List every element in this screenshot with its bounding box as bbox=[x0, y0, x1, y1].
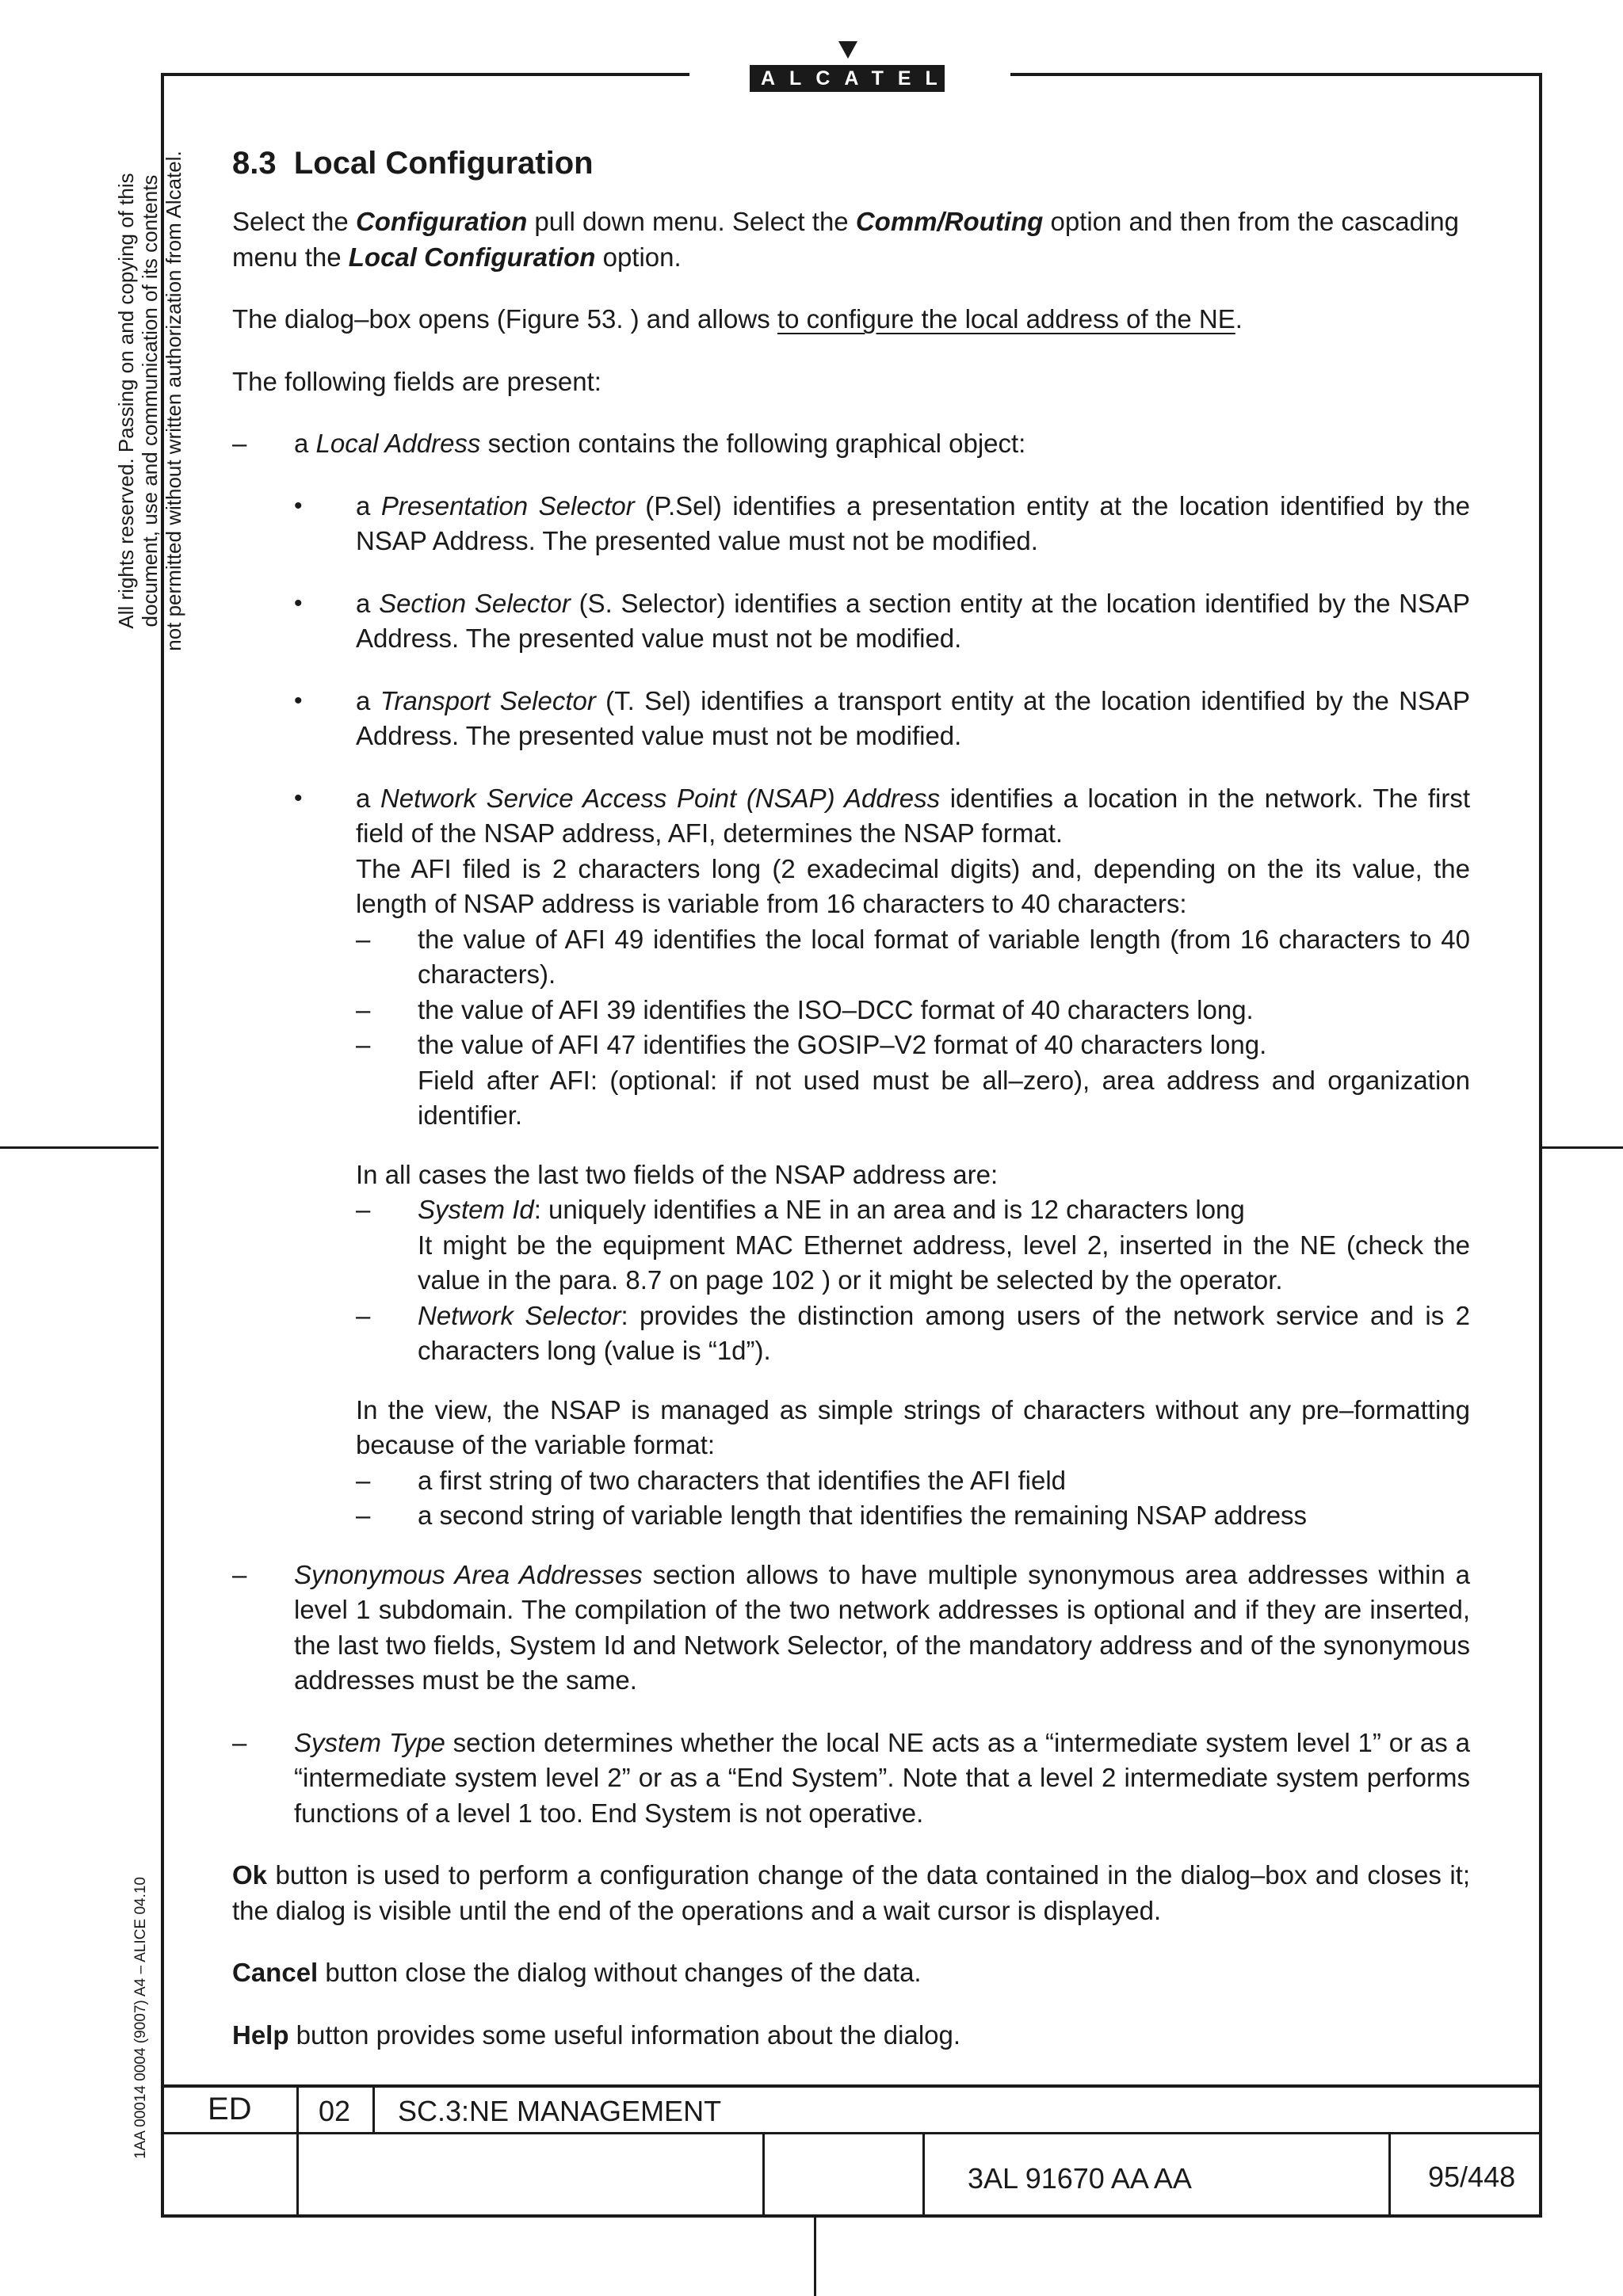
footer-divider bbox=[372, 2084, 375, 2134]
crop-mark-right bbox=[1542, 1146, 1623, 1149]
document-body bbox=[232, 143, 1470, 2080]
synonymous-area-item: – Synonymous Area Addresses section allows to have multiple synonymous area addresses within a level 1 subdomain. The compilation of the two network addresses is optional and if they are inserted, the last two fields, System Id and Network Selector, of the mandatory address and of the synonymous addresses must be the same. bbox=[232, 1559, 1471, 1695]
view-item: – a second string of variable length that identifies the remaining NSAP address bbox=[356, 1501, 1308, 1530]
afi-item: – the value of AFI 49 identifies the local format of variable length (from 16 characters to 40 characters). bbox=[356, 924, 1470, 989]
footer-divider bbox=[1388, 2132, 1391, 2218]
footer-divider bbox=[922, 2132, 925, 2218]
alcatel-logo: ALCATEL bbox=[750, 65, 945, 92]
crop-mark-bottom bbox=[814, 2218, 816, 2296]
cancel-button-description: Cancel button close the dialog without changes of the data. bbox=[232, 1958, 922, 1987]
bullet-section-selector: • a Section Selector (S. Selector) identifies a section entity at the location identified by the NSAP Address. The presented value must not be modified. bbox=[294, 588, 1470, 653]
bullet-nsap-address: • a Network Service Access Point (NSAP) Address identifies a location in the network. The first field of the NSAP address, AFI, determines the NSAP format. bbox=[294, 783, 1470, 848]
afi-note: Field after AFI: (optional: if not used must be all–zero), area address and organization identifier. bbox=[418, 1065, 1470, 1130]
crop-mark-left bbox=[0, 1146, 158, 1149]
system-id-item: – System Id: uniquely identifies a NE in an area and is 12 characters long bbox=[356, 1195, 1245, 1224]
edition-label: ED bbox=[208, 2092, 252, 2126]
paragraph-dialog: The dialog–box opens (Figure 53. ) and allows to configure the local address of the NE. bbox=[232, 304, 1243, 334]
document-code: 3AL 91670 AA AA bbox=[968, 2162, 1192, 2195]
ok-button-description: Ok button is used to perform a configuration change of the data contained in the dialog–box and closes it; the dialog is visible until the end of the operations and a wait cursor is displayed. bbox=[232, 1860, 1470, 1925]
footer-divider bbox=[762, 2132, 765, 2218]
system-id-note: It might be the equipment MAC Ethernet address, level 2, inserted in the NE (check the value in the para. 8.7 on page 102 ) or it might be selected by the operator. bbox=[418, 1230, 1470, 1295]
afi-item: – the value of AFI 47 identifies the GOSIP–V2 format of 40 characters long. bbox=[356, 1030, 1267, 1059]
bullet-transport-selector: • a Transport Selector (T. Sel) identifies a transport entity at the location identified by the NSAP Address. The presented value must not be modified. bbox=[294, 685, 1470, 750]
section-heading: 8.3 Local Configuration bbox=[232, 146, 594, 181]
local-address-item: – a Local Address section contains the following graphical object: bbox=[232, 429, 1026, 458]
page-number: 95/448 bbox=[1428, 2161, 1516, 2193]
last-fields-intro: In all cases the last two fields of the NSAP address are: bbox=[356, 1159, 999, 1189]
form-code: 1AA 00014 0004 (9007) A4 – ALICE 04.10 bbox=[132, 1877, 149, 2160]
paragraph-fields: The following fields are present: bbox=[232, 366, 601, 396]
paragraph-intro: Select the Configuration pull down menu. Select the Comm/Routing option and then from the cascading menu the Local Configuration option. bbox=[232, 207, 1459, 272]
afi-item: – the value of AFI 39 identifies the ISO–DCC format of 40 characters long. bbox=[356, 994, 1254, 1024]
view-intro: In the view, the NSAP is managed as simple strings of characters without any pre–formatting because of the variable format: bbox=[356, 1394, 1470, 1459]
afi-intro: The AFI filed is 2 characters long (2 exadecimal digits) and, depending on the its value, the length of NSAP address is variable from 16 characters to 40 characters: bbox=[356, 853, 1470, 918]
edition-value: 02 bbox=[319, 2095, 351, 2127]
footer-mid-rule bbox=[161, 2132, 1542, 2134]
footer-divider bbox=[296, 2084, 299, 2218]
logo-triangle-icon bbox=[838, 41, 857, 59]
chapter-title: SC.3:NE MANAGEMENT bbox=[398, 2095, 722, 2127]
help-button-description: Help button provides some useful information about the dialog. bbox=[232, 2019, 961, 2050]
bullet-presentation-selector: • a Presentation Selector (P.Sel) identifies a presentation entity at the location identified by the NSAP Address. The presented value must not be modified. bbox=[294, 490, 1470, 555]
view-item: – a first string of two characters that identifies the AFI field bbox=[356, 1465, 1067, 1495]
system-type-item: – System Type section determines whether the local NE acts as a “intermediate system level 1” or as a “intermediate system level 2” or as a “End System”. Note that a level 2 intermediate system performs functions of a level 1 too. End System is not operative. bbox=[232, 1727, 1470, 1828]
rights-notice: All rights reserved. Passing on and copying of this document, use and communication of its contents not permitted without written authorization from Alcatel. bbox=[114, 151, 185, 651]
footer-top-rule bbox=[161, 2084, 1542, 2088]
network-selector-item: – Network Selector: provides the distinction among users of the network service and is 2 characters long (value is “1d”). bbox=[356, 1300, 1470, 1365]
